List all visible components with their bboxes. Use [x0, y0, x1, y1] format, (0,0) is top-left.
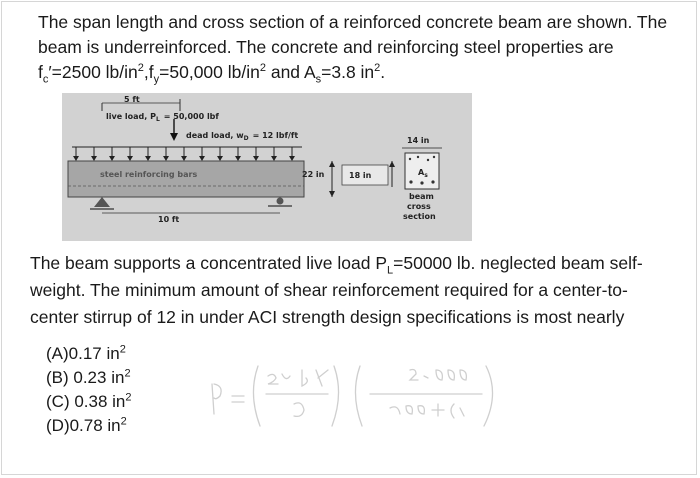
- cross-section-aggregate-1: [409, 158, 411, 160]
- total-depth-label: 22 in: [302, 170, 325, 179]
- span-top-label: 5 ft: [124, 95, 140, 104]
- pl-subscript: L: [387, 264, 394, 277]
- choice-b[interactable]: (B) 0.23 $in^2$: [46, 367, 131, 387]
- cross-section-bar-1: [409, 180, 412, 183]
- choice-a[interactable]: (A)0.17 $in^2$: [46, 343, 126, 363]
- fy-separator: ,f: [143, 62, 154, 82]
- distributed-load-arrows: [73, 147, 295, 161]
- problem-statement: [38, 10, 678, 85]
- fc-exponent: 2: [137, 62, 144, 75]
- total-depth-arrow-bottom: [329, 191, 335, 197]
- cross-section-bar-3: [431, 180, 434, 183]
- as-and: and A: [265, 62, 316, 82]
- dead-load-label: dead load, $w_D = 12$ lbf/ft: [186, 131, 299, 142]
- total-depth-arrow-top: [329, 161, 335, 167]
- as-exponent: 2: [374, 62, 381, 75]
- fc-value: =2500 lb/in: [51, 62, 138, 82]
- choice-d[interactable]: (D)0.78 $in^2$: [46, 415, 127, 435]
- left-support: [90, 197, 114, 209]
- fy-subscript: y: [153, 73, 160, 86]
- fy-value: =50,000 lb/in: [159, 62, 260, 82]
- fc-symbol: f: [38, 62, 43, 82]
- cross-section-caption-2: cross: [407, 202, 431, 211]
- intro-line-3: [38, 60, 678, 85]
- intro-line-1: The span length and cross section of a reinforced concrete beam are shown. The: [38, 12, 668, 32]
- cross-section-caption-3: section: [403, 212, 436, 221]
- as-subscript: s: [315, 73, 322, 86]
- effective-depth-arrow: [389, 161, 395, 167]
- intro-line-2: beam is underreinforced. The concrete and reinforcing steel properties are: [38, 37, 614, 57]
- as-end: .: [380, 62, 386, 82]
- right-support: [268, 198, 292, 207]
- steel-reinforcing-label: steel reinforcing bars: [100, 170, 198, 179]
- question-line-2: weight. The minimum amount of shear reinforcement required for a center-to-: [30, 280, 628, 300]
- fc-subscript: c: [42, 73, 49, 86]
- cross-section-aggregate-4: [433, 156, 435, 158]
- beam-diagram-svg: [62, 93, 472, 241]
- as-cross-label: $A_s$: [418, 168, 428, 179]
- fy-exponent: 2: [259, 62, 266, 75]
- effective-depth-label: 18 in: [349, 171, 372, 180]
- faint-handwriting: [210, 356, 610, 441]
- question-line-3: center stirrup of 12 in under ACI strength design specifications is most nearly: [30, 307, 625, 327]
- question-line-1: The beam supports a concentrated live load $P_L=50000$ lb. neglected beam self-: [30, 253, 643, 277]
- beam-body: [68, 161, 304, 197]
- beam-diagram: [62, 93, 472, 241]
- cross-section-aggregate-3: [427, 159, 429, 161]
- live-load-label: live load, $P_L = 50,000$ lbf: [106, 112, 219, 123]
- question-text: [30, 250, 680, 331]
- answer-choices: [46, 342, 132, 438]
- cross-section-caption-1: beam: [409, 192, 434, 201]
- span-bottom-label: 10 ft: [158, 215, 180, 224]
- faint-handwriting-svg: [210, 356, 610, 436]
- choice-c[interactable]: (C) 0.38 $in^2$: [46, 391, 132, 411]
- cross-section-aggregate-2: [417, 156, 419, 158]
- as-value: =3.8 in: [321, 62, 375, 82]
- live-load-arrowhead: [170, 133, 178, 141]
- fc-prime: ′: [48, 62, 52, 82]
- width-label: 14 in: [407, 136, 430, 145]
- cross-section-bar-2: [420, 181, 423, 184]
